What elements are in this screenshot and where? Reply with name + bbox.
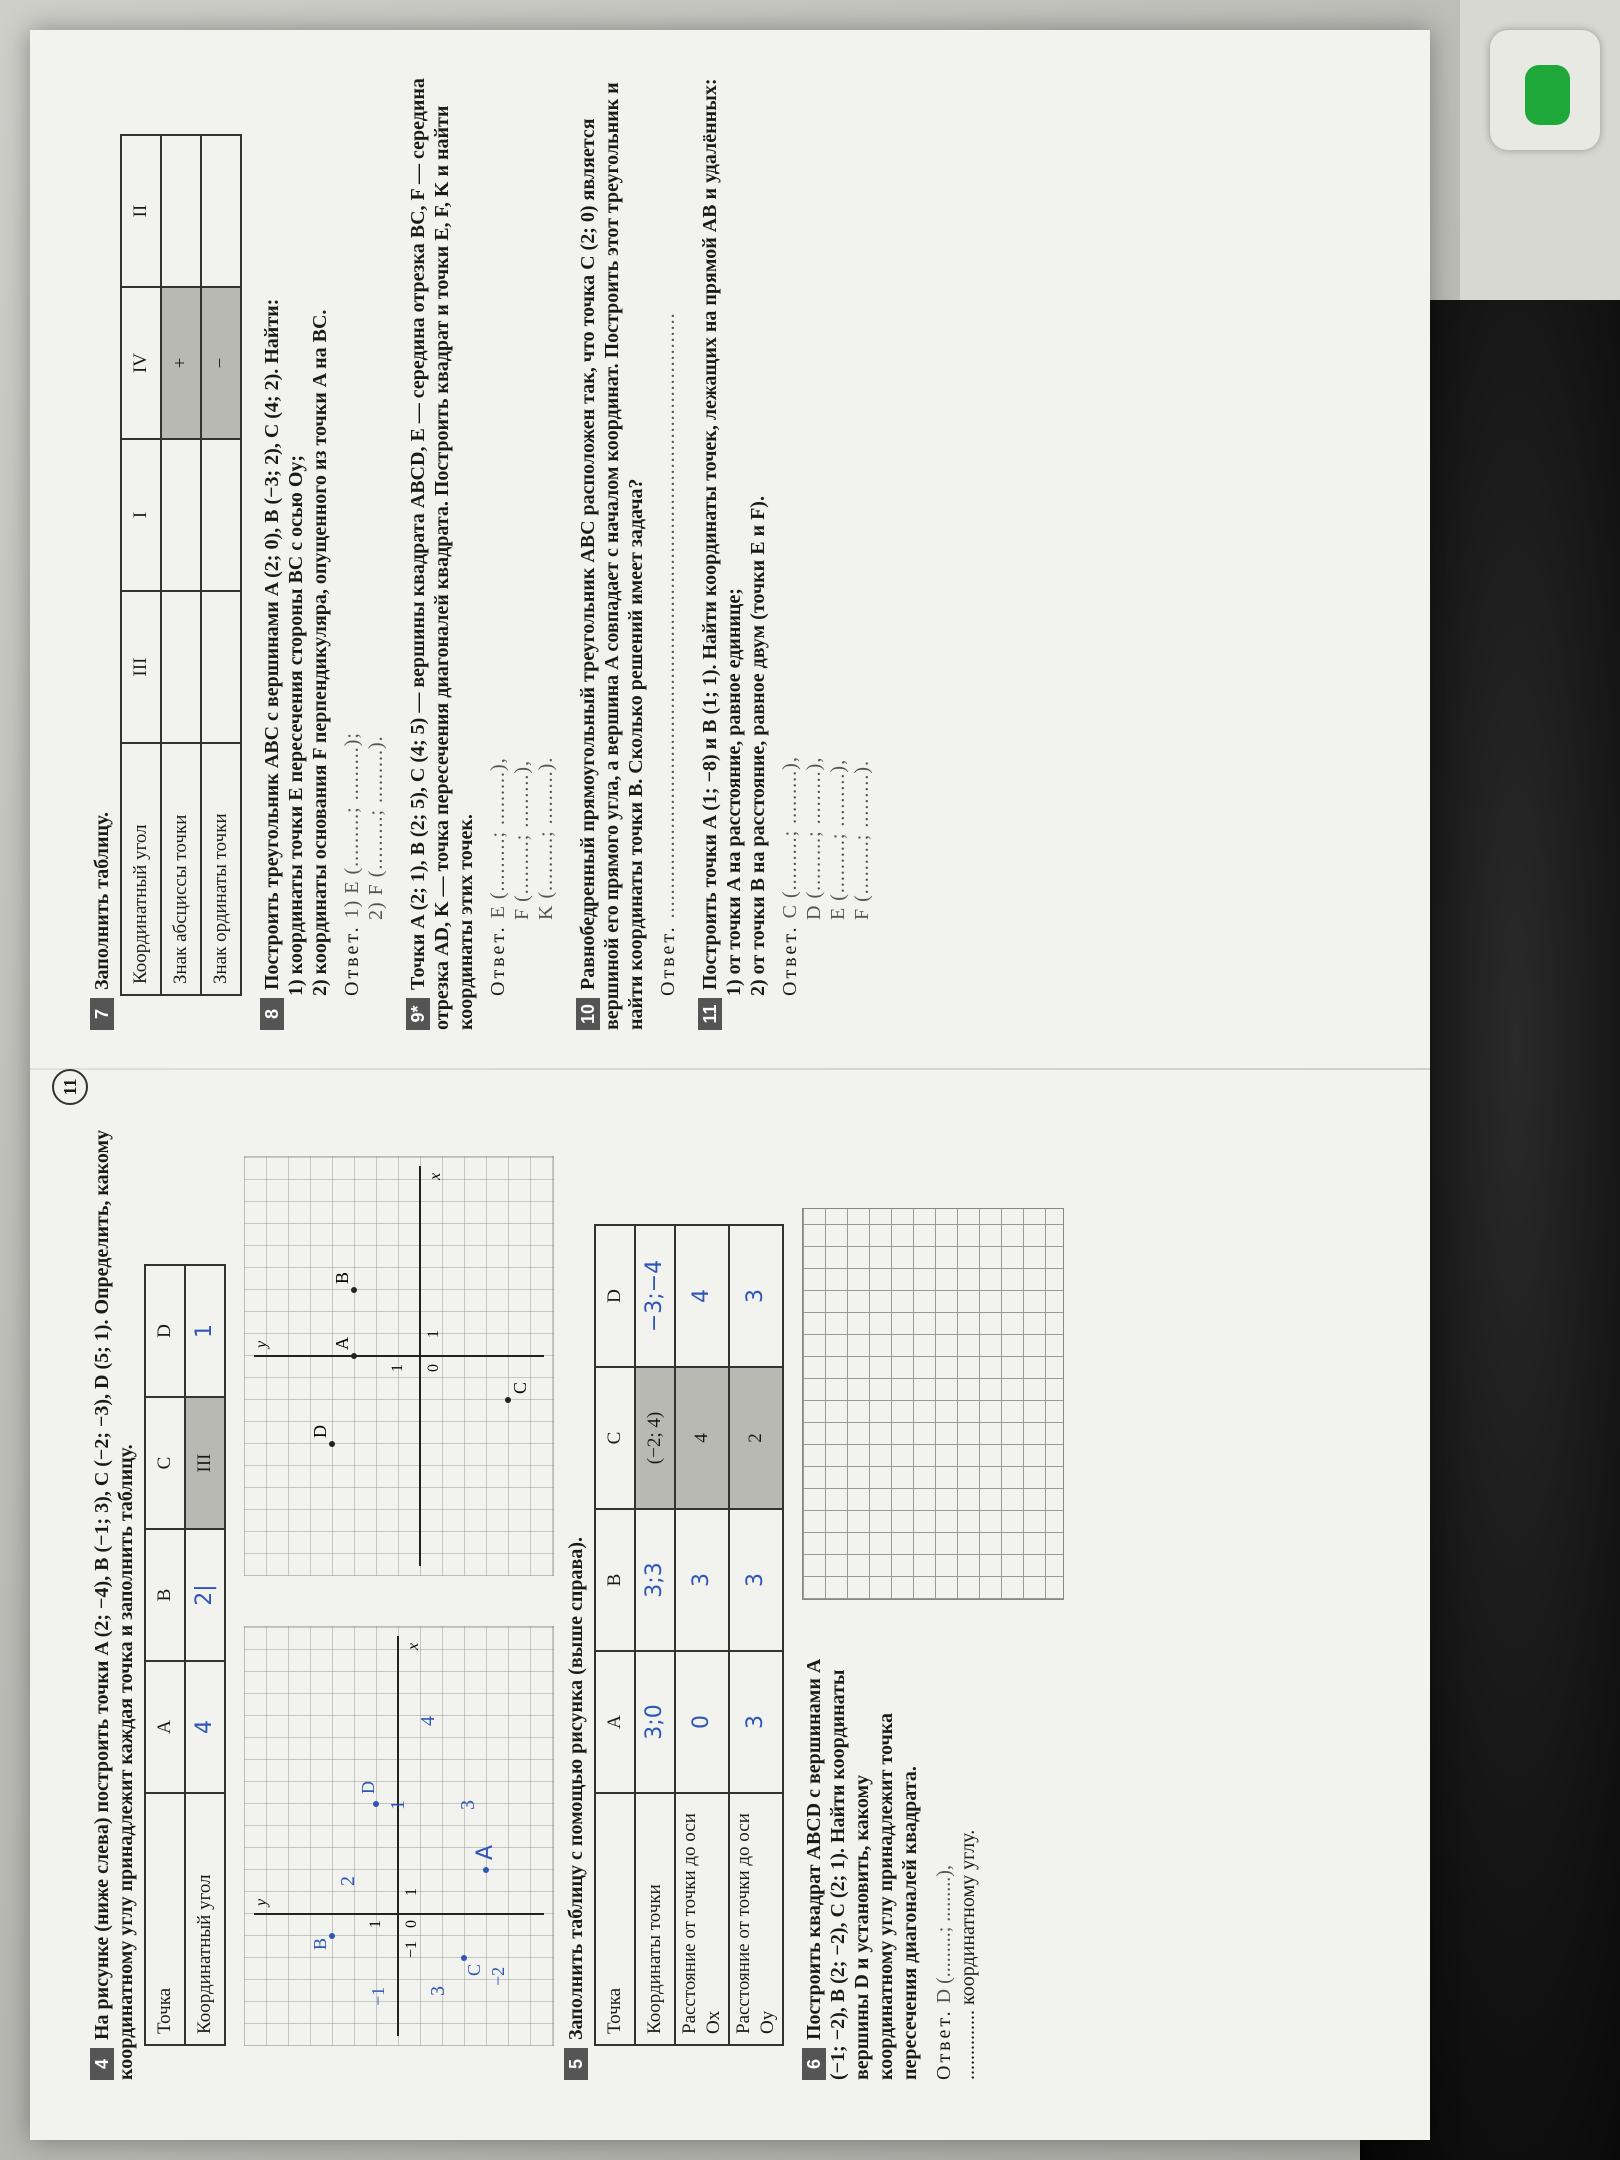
handwritten-note: 2 <box>337 1876 359 1886</box>
table-cell: (−2; 4) <box>635 1367 675 1509</box>
point-c <box>505 1397 511 1403</box>
handwritten-answer: 3 <box>675 1509 729 1651</box>
table-cell: Координатный угол <box>121 743 161 995</box>
table-cell: A <box>145 1661 185 1793</box>
handwritten-note: −2 <box>488 1966 508 1986</box>
task6-answer <box>932 1640 956 2080</box>
point-d <box>373 1801 379 1807</box>
x-axis-label: x <box>427 1172 444 1180</box>
table-cell: B <box>145 1529 185 1661</box>
task-text: Равнобедренный прямоугольный треугольник ABC расположен так, что точка C (2; 0) является вершиной его прямого угла, а вершина A совпадает с началом координат. Построить этот треугольник и найти координаты точки B. Сколько решений имеет задача? <box>577 82 647 1030</box>
point-b <box>351 1287 357 1293</box>
plot-right <box>244 1156 554 1576</box>
answer-label: Ответ. <box>341 924 363 996</box>
task-11 <box>698 60 874 1030</box>
task6-text-block <box>802 1640 980 2080</box>
point-label-d: D <box>358 1781 378 1794</box>
page-fold <box>30 1068 1430 1070</box>
table-row <box>729 1225 783 2045</box>
handwritten-note: 3 <box>427 1986 449 1996</box>
task-8 <box>260 60 388 1030</box>
answer-blank: E (.........; .........), <box>827 758 849 920</box>
green-device <box>1490 30 1600 150</box>
task-item: 1) координаты точки E пересечения стороны BC с осью Oy; <box>285 454 307 996</box>
task-text: На рисунке (ниже слева) построить точки A (2; −4), B (−1; 3), C (−2; −3), D (5; 1). Определить, какому координатному углу принадлежит каждая точка и заполнить таблицу. <box>91 1129 137 2080</box>
task-7 <box>90 60 242 1030</box>
table-cell: C <box>145 1397 185 1529</box>
table-cell: IV <box>121 287 161 439</box>
answer-blank: ..................................................................................................... <box>657 312 679 919</box>
table-cell: B <box>595 1509 635 1651</box>
task-number: 6 <box>802 2048 826 2080</box>
task-text: Построить треугольник ABC с вершинами A (2; 0), B (−3; 2), C (4; 2). Найти: <box>261 298 283 990</box>
handwritten-answer: 3;0 <box>635 1651 675 1793</box>
neg-one-label: −1 <box>403 1940 420 1958</box>
task-text: Построить квадрат ABCD с вершинами A (−1; −2), B (2; −2), C (2; 1). Найти координаты вершины D и установить, какому координатному углу принадлежит точка пересечения диагоналей квадрата. <box>803 1659 921 2080</box>
origin-label: 0 <box>403 1920 420 1928</box>
answer-blank: 2) F (.........; .........). <box>365 735 387 920</box>
table-cell: Точка <box>145 1793 185 2045</box>
task-text: Заполнить таблицу. <box>91 811 113 990</box>
plot-left <box>244 1626 554 2046</box>
handwritten-note: 4 <box>417 1716 439 1726</box>
task7-table <box>120 134 242 996</box>
answer-blank: D (.........; .........), <box>803 756 825 920</box>
task4-table <box>144 1264 226 2046</box>
handwritten-answer: 4 <box>185 1661 225 1793</box>
answer-label: Ответ. <box>487 924 509 996</box>
table-cell <box>161 135 201 287</box>
table-cell <box>201 135 241 287</box>
table-cell: III <box>121 591 161 743</box>
task-4 <box>90 1110 226 2080</box>
blank-grid <box>802 1208 1064 1600</box>
answer-blank: C (.........; .........), <box>779 756 801 919</box>
y-unit-label: 1 <box>389 1364 406 1372</box>
answer-blank: F (.........; .........), <box>511 760 533 920</box>
table-cell <box>161 591 201 743</box>
origin-label: 0 <box>425 1364 442 1372</box>
table-cell: Координатный угол <box>185 1793 225 2045</box>
table-row <box>675 1225 729 2045</box>
point-a <box>483 1867 489 1873</box>
task5-table <box>594 1224 784 2046</box>
table-row <box>145 1265 185 2045</box>
handwritten-answer: 3 <box>729 1509 783 1651</box>
table-cell: D <box>145 1265 185 1397</box>
handwritten-answer: 0 <box>675 1651 729 1793</box>
handwritten-answer: 1 <box>185 1265 225 1397</box>
task-text: Построить точки A (1; −8) и B (1; 1). Найти координаты точек, лежащих на прямой AB и удалённых: <box>699 78 721 990</box>
task-item: 2) от точки B на расстояние, равное двум (точки E и F). <box>747 496 769 996</box>
answer-blank: E (.........; .........), <box>487 757 509 919</box>
table-cell: C <box>595 1367 635 1509</box>
worksheet-page <box>30 30 1430 2140</box>
table-cell: + <box>161 287 201 439</box>
task-number: 8 <box>260 998 284 1030</box>
table-row <box>161 135 201 995</box>
point-label-c: C <box>510 1381 530 1394</box>
answer-blank: K (.........; .........). <box>535 756 557 920</box>
task-item: 2) координаты основания F перпендикуляра, опущенного из точки A на BC. <box>309 309 331 996</box>
handwritten-answer: −3;−4 <box>635 1225 675 1367</box>
task-number: 4 <box>90 2048 114 2080</box>
point-label-a: A <box>332 1337 352 1350</box>
task-text: Заполнить таблицу с помощью рисунка (выше справа). <box>565 1536 587 2040</box>
point-a <box>351 1353 357 1359</box>
right-column <box>90 60 892 1030</box>
task11-answer <box>778 60 802 996</box>
answer-label: Ответ. <box>933 2008 955 2080</box>
x-unit-label: 1 <box>425 1330 442 1338</box>
point-label-d: D <box>310 1425 330 1438</box>
task-number: 9* <box>406 998 430 1030</box>
task-number: 10 <box>576 998 600 1030</box>
task-text: Точки A (2; 1), B (2; 5), C (4; 5) — вершины квадрата ABCD, E — середина отрезка BC, F — середина отрезка AD, K — точка пересечения диагоналей квадрата. Построить квадрат и точки E, F, K и найти координаты этих точек. <box>407 78 477 1030</box>
handwritten-note: 3 <box>457 1800 479 1810</box>
task-9 <box>406 60 558 1030</box>
task-number: 11 <box>698 998 722 1030</box>
table-row <box>595 1225 635 2045</box>
table-cell: 4 <box>675 1367 729 1509</box>
task-6 <box>802 1110 1082 2080</box>
table-cell: I <box>121 439 161 591</box>
table-cell: Знак ординаты точки <box>201 743 241 995</box>
table-cell: Знак абсциссы точки <box>161 743 201 995</box>
table-cell: 2 <box>729 1367 783 1509</box>
y-axis-label: y <box>253 1898 270 1906</box>
task8-answer <box>340 60 364 996</box>
task-item: 1) от точки A на расстояние, равное единице; <box>723 588 745 996</box>
point-label-b: B <box>332 1271 352 1284</box>
handwritten-note: 1 <box>387 1800 409 1810</box>
table-cell: III <box>185 1397 225 1529</box>
handwritten-answer: 2| <box>185 1529 225 1661</box>
answer-blank: 1) E (.........; .........); <box>341 732 363 919</box>
task-number: 5 <box>564 2048 588 2080</box>
y-axis-label: y <box>253 1340 270 1348</box>
table-cell <box>201 439 241 591</box>
y-unit-label: 1 <box>367 1920 384 1928</box>
task9-answer <box>486 60 510 996</box>
handwritten-answer: 3 <box>729 1651 783 1793</box>
coordinate-plots <box>244 1110 564 2046</box>
table-cell: Точка <box>595 1793 635 2045</box>
table-row <box>635 1225 675 2045</box>
table-cell: Расстояние от точки до оси Ox <box>675 1793 729 2045</box>
handwritten-answer: 3 <box>729 1225 783 1367</box>
point-d <box>329 1441 335 1447</box>
table-cell <box>161 439 201 591</box>
left-column <box>90 1110 1100 2080</box>
point-label-b: B <box>310 1937 330 1950</box>
table-row <box>201 135 241 995</box>
point-label-a: A <box>473 1844 498 1860</box>
task-5 <box>564 1110 784 2080</box>
table-cell: II <box>121 135 161 287</box>
answer-tail: .............. координатному углу. <box>957 1829 979 2080</box>
table-cell: − <box>201 287 241 439</box>
x-axis-label: x <box>405 1642 422 1650</box>
table-cell: D <box>595 1225 635 1367</box>
page-number: 11 <box>52 1069 88 1105</box>
table-cell <box>201 591 241 743</box>
handwritten-note: −1 <box>368 1986 388 2006</box>
table-row <box>185 1265 225 2045</box>
answer-blank: D (.........; .........), <box>933 1865 955 2004</box>
handwritten-answer: 3;3 <box>635 1509 675 1651</box>
task10-answer <box>656 60 680 996</box>
handwritten-answer: 4 <box>675 1225 729 1367</box>
point-label-c: C <box>464 1963 484 1976</box>
table-cell: Координаты точки <box>635 1793 675 2045</box>
table-cell: A <box>595 1651 635 1793</box>
x-unit-label: 1 <box>403 1888 420 1896</box>
answer-label: Ответ. <box>779 924 801 996</box>
point-c <box>461 1955 467 1961</box>
answer-blank: F (.........; .........). <box>851 760 873 920</box>
answer-label: Ответ. <box>657 924 679 996</box>
table-cell: Расстояние от точки до оси Oy <box>729 1793 783 2045</box>
task-10 <box>576 60 680 1030</box>
task-number: 7 <box>90 998 114 1030</box>
table-row <box>121 135 161 995</box>
